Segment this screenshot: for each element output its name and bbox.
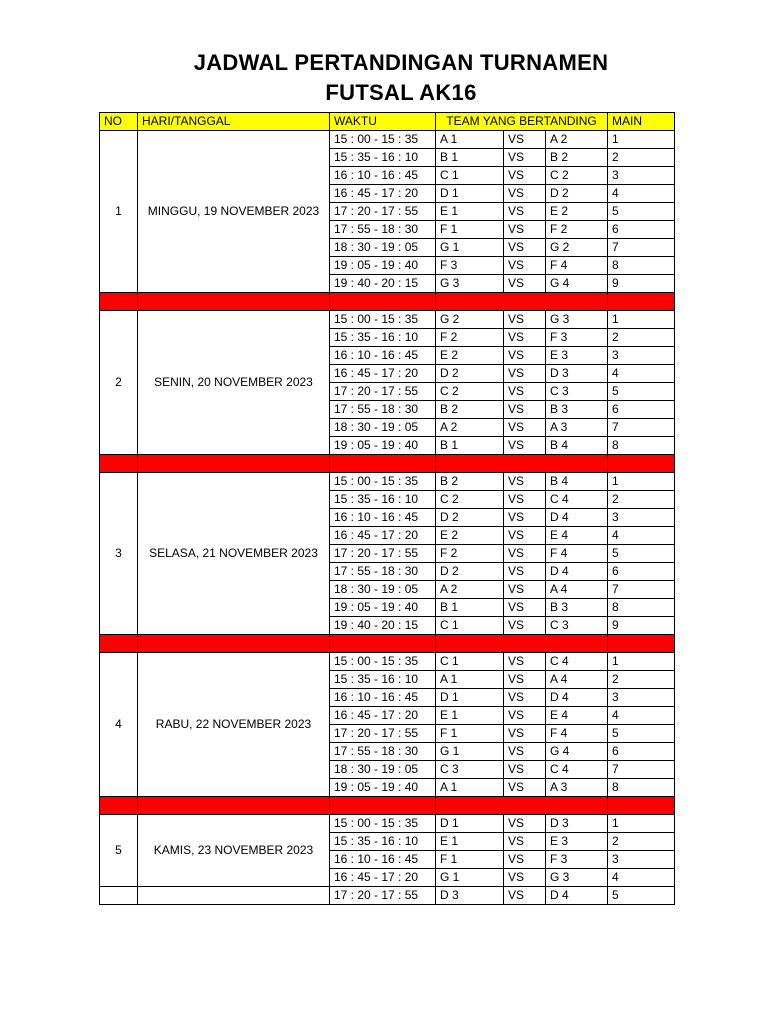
table-row	[100, 653, 675, 671]
match-number: 5	[608, 887, 675, 905]
vs-label: VS	[504, 707, 546, 725]
separator-cell	[138, 635, 330, 653]
vs-label: VS	[504, 725, 546, 743]
day-date: RABU, 22 NOVEMBER 2023	[138, 653, 330, 797]
team-away: C 4	[546, 653, 608, 671]
table-row	[100, 815, 675, 833]
team-away: C 2	[546, 167, 608, 185]
match-time: 18 : 30 - 19 : 05	[330, 419, 436, 437]
match-number: 2	[608, 329, 675, 347]
team-away: C 3	[546, 617, 608, 635]
team-away: D 4	[546, 509, 608, 527]
separator-cell	[330, 797, 436, 815]
team-home: G 3	[436, 275, 504, 293]
match-number: 4	[608, 527, 675, 545]
match-time: 16 : 45 - 17 : 20	[330, 365, 436, 383]
day-number: 5	[100, 815, 138, 887]
match-number: 3	[608, 509, 675, 527]
vs-label: VS	[504, 131, 546, 149]
team-away: F 3	[546, 329, 608, 347]
match-time: 16 : 10 - 16 : 45	[330, 509, 436, 527]
match-time: 18 : 30 - 19 : 05	[330, 581, 436, 599]
match-time: 16 : 45 - 17 : 20	[330, 185, 436, 203]
match-time: 16 : 45 - 17 : 20	[330, 707, 436, 725]
match-number: 4	[608, 185, 675, 203]
match-number: 4	[608, 869, 675, 887]
match-time: 18 : 30 - 19 : 05	[330, 239, 436, 257]
empty-no-cell	[100, 887, 138, 905]
match-time: 17 : 55 - 18 : 30	[330, 563, 436, 581]
match-time: 15 : 00 - 15 : 35	[330, 653, 436, 671]
match-number: 8	[608, 437, 675, 455]
vs-label: VS	[504, 185, 546, 203]
vs-label: VS	[504, 779, 546, 797]
match-time: 16 : 45 - 17 : 20	[330, 869, 436, 887]
team-home: B 2	[436, 473, 504, 491]
match-number: 6	[608, 563, 675, 581]
match-number: 2	[608, 491, 675, 509]
vs-label: VS	[504, 491, 546, 509]
match-number: 9	[608, 617, 675, 635]
match-number: 1	[608, 473, 675, 491]
separator-cell	[138, 797, 330, 815]
schedule-table	[99, 112, 675, 905]
match-number: 3	[608, 347, 675, 365]
header-time: WAKTU	[330, 113, 436, 131]
vs-label: VS	[504, 545, 546, 563]
team-away: A 3	[546, 419, 608, 437]
team-away: B 3	[546, 599, 608, 617]
team-away: F 4	[546, 545, 608, 563]
separator-cell	[608, 635, 675, 653]
team-home: A 2	[436, 419, 504, 437]
match-time: 16 : 10 - 16 : 45	[330, 851, 436, 869]
team-home: G 1	[436, 239, 504, 257]
team-home: D 1	[436, 815, 504, 833]
vs-label: VS	[504, 653, 546, 671]
team-home: C 2	[436, 491, 504, 509]
team-away: D 4	[546, 887, 608, 905]
match-number: 3	[608, 851, 675, 869]
match-number: 5	[608, 203, 675, 221]
team-home: D 1	[436, 185, 504, 203]
match-number: 3	[608, 167, 675, 185]
vs-label: VS	[504, 851, 546, 869]
day-separator-row	[100, 797, 675, 815]
team-home: B 1	[436, 149, 504, 167]
separator-cell	[100, 635, 138, 653]
team-away: G 2	[546, 239, 608, 257]
team-home: G 1	[436, 743, 504, 761]
match-number: 7	[608, 581, 675, 599]
separator-cell	[100, 797, 138, 815]
day-number: 3	[100, 473, 138, 635]
header-day: HARI/TANGGAL	[138, 113, 330, 131]
match-time: 15 : 35 - 16 : 10	[330, 329, 436, 347]
team-home: C 3	[436, 761, 504, 779]
vs-label: VS	[504, 509, 546, 527]
match-time: 15 : 35 - 16 : 10	[330, 149, 436, 167]
table-row	[100, 473, 675, 491]
match-number: 1	[608, 131, 675, 149]
match-time: 17 : 20 - 17 : 55	[330, 725, 436, 743]
team-home: A 1	[436, 671, 504, 689]
vs-label: VS	[504, 311, 546, 329]
vs-label: VS	[504, 599, 546, 617]
empty-date-cell	[138, 887, 330, 905]
separator-cell	[330, 455, 436, 473]
match-number: 1	[608, 311, 675, 329]
team-away: B 2	[546, 149, 608, 167]
vs-label: VS	[504, 167, 546, 185]
separator-cell	[138, 455, 330, 473]
vs-label: VS	[504, 689, 546, 707]
vs-label: VS	[504, 203, 546, 221]
table-row	[100, 887, 675, 905]
match-time: 17 : 55 - 18 : 30	[330, 221, 436, 239]
match-time: 15 : 35 - 16 : 10	[330, 833, 436, 851]
day-number: 2	[100, 311, 138, 455]
team-away: C 4	[546, 491, 608, 509]
separator-cell	[330, 293, 436, 311]
team-away: D 4	[546, 563, 608, 581]
day-number: 1	[100, 131, 138, 293]
page-title-line2: FUTSAL AK16	[325, 80, 477, 105]
team-home: F 2	[436, 545, 504, 563]
match-time: 17 : 20 - 17 : 55	[330, 203, 436, 221]
match-time: 15 : 00 - 15 : 35	[330, 473, 436, 491]
separator-cell	[100, 455, 138, 473]
match-time: 19 : 05 - 19 : 40	[330, 257, 436, 275]
separator-cell	[608, 797, 675, 815]
team-home: F 2	[436, 329, 504, 347]
vs-label: VS	[504, 815, 546, 833]
team-away: G 3	[546, 869, 608, 887]
match-time: 15 : 35 - 16 : 10	[330, 671, 436, 689]
page-title-line1: JADWAL PERTANDINGAN TURNAMEN	[193, 50, 609, 75]
match-time: 16 : 10 - 16 : 45	[330, 347, 436, 365]
day-date: MINGGU, 19 NOVEMBER 2023	[138, 131, 330, 293]
team-home: C 1	[436, 167, 504, 185]
vs-label: VS	[504, 419, 546, 437]
match-number: 4	[608, 707, 675, 725]
team-home: D 2	[436, 509, 504, 527]
match-number: 1	[608, 653, 675, 671]
schedule-body	[100, 131, 675, 905]
vs-label: VS	[504, 581, 546, 599]
team-away: A 2	[546, 131, 608, 149]
match-number: 4	[608, 365, 675, 383]
team-away: C 4	[546, 761, 608, 779]
vs-label: VS	[504, 347, 546, 365]
match-time: 16 : 10 - 16 : 45	[330, 167, 436, 185]
team-away: A 4	[546, 581, 608, 599]
team-away: B 4	[546, 437, 608, 455]
match-number: 3	[608, 689, 675, 707]
match-time: 17 : 20 - 17 : 55	[330, 383, 436, 401]
match-number: 5	[608, 545, 675, 563]
vs-label: VS	[504, 761, 546, 779]
team-home: E 1	[436, 707, 504, 725]
match-number: 6	[608, 401, 675, 419]
team-home: A 1	[436, 131, 504, 149]
vs-label: VS	[504, 833, 546, 851]
team-home: B 1	[436, 437, 504, 455]
team-away: E 2	[546, 203, 608, 221]
team-away: G 4	[546, 275, 608, 293]
match-time: 19 : 40 - 20 : 15	[330, 275, 436, 293]
vs-label: VS	[504, 617, 546, 635]
match-time: 17 : 55 - 18 : 30	[330, 743, 436, 761]
match-time: 16 : 10 - 16 : 45	[330, 689, 436, 707]
team-home: B 1	[436, 599, 504, 617]
match-time: 15 : 00 - 15 : 35	[330, 815, 436, 833]
header-no: NO	[100, 113, 138, 131]
team-home: F 1	[436, 851, 504, 869]
team-away: A 4	[546, 671, 608, 689]
vs-label: VS	[504, 239, 546, 257]
team-away: F 4	[546, 257, 608, 275]
match-number: 2	[608, 671, 675, 689]
team-home: E 1	[436, 203, 504, 221]
vs-label: VS	[504, 437, 546, 455]
team-home: A 1	[436, 779, 504, 797]
match-time: 19 : 05 - 19 : 40	[330, 779, 436, 797]
team-away: E 4	[546, 527, 608, 545]
team-home: C 2	[436, 383, 504, 401]
vs-label: VS	[504, 869, 546, 887]
day-date: SELASA, 21 NOVEMBER 2023	[138, 473, 330, 635]
vs-label: VS	[504, 671, 546, 689]
vs-label: VS	[504, 743, 546, 761]
team-home: F 3	[436, 257, 504, 275]
match-number: 6	[608, 221, 675, 239]
header-row	[100, 113, 675, 131]
day-separator-row	[100, 635, 675, 653]
day-separator-row	[100, 293, 675, 311]
match-time: 19 : 05 - 19 : 40	[330, 437, 436, 455]
team-away: F 4	[546, 725, 608, 743]
team-away: D 3	[546, 815, 608, 833]
team-away: A 3	[546, 779, 608, 797]
separator-cell	[100, 293, 138, 311]
team-home: E 2	[436, 347, 504, 365]
header-main: MAIN	[608, 113, 675, 131]
team-away: D 2	[546, 185, 608, 203]
vs-label: VS	[504, 365, 546, 383]
day-number: 4	[100, 653, 138, 797]
vs-label: VS	[504, 221, 546, 239]
match-time: 17 : 55 - 18 : 30	[330, 401, 436, 419]
team-away: F 2	[546, 221, 608, 239]
vs-label: VS	[504, 563, 546, 581]
table-row	[100, 311, 675, 329]
separator-cell	[608, 455, 675, 473]
team-home: C 1	[436, 617, 504, 635]
team-away: D 3	[546, 365, 608, 383]
team-home: G 2	[436, 311, 504, 329]
match-time: 19 : 05 - 19 : 40	[330, 599, 436, 617]
separator-cell	[608, 293, 675, 311]
day-date: KAMIS, 23 NOVEMBER 2023	[138, 815, 330, 887]
team-home: D 1	[436, 689, 504, 707]
vs-label: VS	[504, 473, 546, 491]
match-number: 2	[608, 833, 675, 851]
match-number: 7	[608, 761, 675, 779]
team-away: F 3	[546, 851, 608, 869]
separator-cell	[436, 797, 608, 815]
separator-cell	[330, 635, 436, 653]
match-number: 8	[608, 779, 675, 797]
vs-label: VS	[504, 887, 546, 905]
separator-cell	[436, 455, 608, 473]
team-home: B 2	[436, 401, 504, 419]
match-time: 15 : 00 - 15 : 35	[330, 131, 436, 149]
day-date: SENIN, 20 NOVEMBER 2023	[138, 311, 330, 455]
separator-cell	[436, 293, 608, 311]
match-number: 5	[608, 383, 675, 401]
match-time: 17 : 20 - 17 : 55	[330, 545, 436, 563]
team-home: F 1	[436, 725, 504, 743]
match-time: 19 : 40 - 20 : 15	[330, 617, 436, 635]
match-time: 15 : 00 - 15 : 35	[330, 311, 436, 329]
match-number: 5	[608, 725, 675, 743]
team-home: C 1	[436, 653, 504, 671]
vs-label: VS	[504, 383, 546, 401]
vs-label: VS	[504, 149, 546, 167]
match-time: 15 : 35 - 16 : 10	[330, 491, 436, 509]
team-home: G 1	[436, 869, 504, 887]
team-away: C 3	[546, 383, 608, 401]
vs-label: VS	[504, 401, 546, 419]
match-number: 9	[608, 275, 675, 293]
vs-label: VS	[504, 257, 546, 275]
match-number: 8	[608, 257, 675, 275]
team-away: E 3	[546, 833, 608, 851]
separator-cell	[138, 293, 330, 311]
match-number: 2	[608, 149, 675, 167]
team-home: D 3	[436, 887, 504, 905]
match-number: 7	[608, 239, 675, 257]
header-team: TEAM YANG BERTANDING	[436, 113, 608, 131]
match-number: 8	[608, 599, 675, 617]
team-away: D 4	[546, 689, 608, 707]
team-away: G 3	[546, 311, 608, 329]
team-home: E 1	[436, 833, 504, 851]
match-time: 18 : 30 - 19 : 05	[330, 761, 436, 779]
vs-label: VS	[504, 275, 546, 293]
vs-label: VS	[504, 329, 546, 347]
vs-label: VS	[504, 527, 546, 545]
team-home: F 1	[436, 221, 504, 239]
match-time: 16 : 45 - 17 : 20	[330, 527, 436, 545]
team-home: A 2	[436, 581, 504, 599]
team-away: E 3	[546, 347, 608, 365]
team-away: B 3	[546, 401, 608, 419]
separator-cell	[436, 635, 608, 653]
day-separator-row	[100, 455, 675, 473]
match-number: 7	[608, 419, 675, 437]
match-number: 1	[608, 815, 675, 833]
team-home: E 2	[436, 527, 504, 545]
match-time: 17 : 20 - 17 : 55	[330, 887, 436, 905]
team-home: D 2	[436, 563, 504, 581]
table-row	[100, 131, 675, 149]
team-away: B 4	[546, 473, 608, 491]
team-away: E 4	[546, 707, 608, 725]
match-number: 6	[608, 743, 675, 761]
team-home: D 2	[436, 365, 504, 383]
team-away: G 4	[546, 743, 608, 761]
